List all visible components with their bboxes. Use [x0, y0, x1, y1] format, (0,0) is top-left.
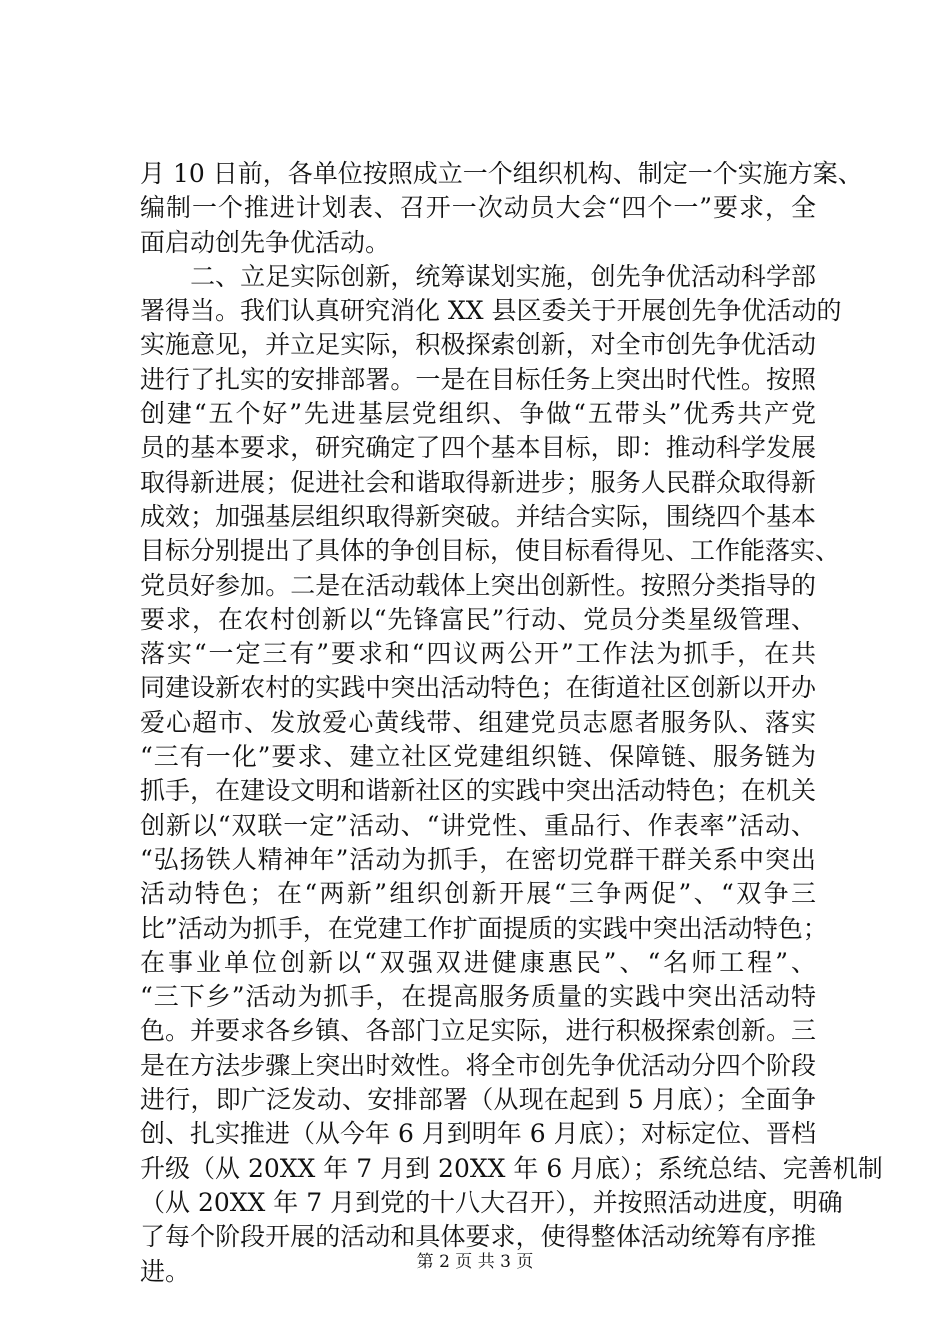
text-line: 爱心超市、发放爱心黄线带、组建党员志愿者服务队、落实	[140, 707, 816, 737]
text-line: 实施意见，并立足实际，积极探索创新，对全市创先争优活动	[140, 330, 816, 360]
text-line: 成效；加强基层组织取得新突破。并结合实际，围绕四个基本	[140, 501, 816, 531]
text-line: 在事业单位创新以“双强双进健康惠民”、“名师工程”、	[140, 947, 816, 977]
text-line: 月 10 日前，各单位按照成立一个组织机构、制定一个实施方案、	[140, 159, 863, 188]
text-line: 员的基本要求，研究确定了四个基本目标，即：推动科学发展	[140, 433, 816, 463]
text-line: 创、扎实推进（从今年 6 月到明年 6 月底）；对标定位、晋档	[140, 1119, 817, 1149]
text-line: 进行，即广泛发动、安排部署（从现在起到 5 月底）；全面争	[140, 1085, 816, 1115]
text-line: 同建设新农村的实践中突出活动特色；在街道社区创新以开办	[140, 673, 816, 703]
text-line: 面启动创先争优活动。	[140, 227, 391, 257]
text-line: 比”活动为抓手，在党建工作扩面提质的实践中突出活动特色；	[140, 913, 828, 943]
text-line: （从 20XX 年 7 月到党的十八大召开），并按照活动进度，明确	[140, 1187, 843, 1217]
text-line: 了每个阶段开展的活动和具体要求，使得整体活动统筹有序推	[140, 1222, 816, 1252]
text-line: 党员好参加。二是在活动载体上突出创新性。按照分类指导的	[140, 570, 816, 600]
text-line: 署得当。我们认真研究消化 XX 县区委关于开展创先争优活动的	[140, 296, 842, 326]
text-line: 落实“一定三有”要求和“四议两公开”工作法为抓手，在共	[140, 639, 816, 669]
text-line: 色。并要求各乡镇、各部门立足实际，进行积极探索创新。三	[140, 1016, 816, 1046]
text-line: 创建“五个好”先进基层党组织、争做“五带头”优秀共产党	[140, 399, 816, 429]
text-line: 活动特色；在“两新”组织创新开展“三争两促”、“双争三	[140, 879, 816, 909]
text-line: 二、立足实际创新，统筹谋划实施，创先争优活动科学部	[140, 261, 816, 291]
text-line: 创新以“双联一定”活动、“讲党性、重品行、作表率”活动、	[140, 810, 816, 840]
text-line: 进。	[140, 1256, 191, 1286]
text-line: “三有一化”要求、建立社区党建组织链、保障链、服务链为	[140, 742, 816, 772]
text-line: 升级（从 20XX 年 7 月到 20XX 年 6 月底）；系统总结、完善机制	[140, 1153, 883, 1183]
text-line: 进行了扎实的安排部署。一是在目标任务上突出时代性。按照	[140, 364, 816, 394]
text-line: 是在方法步骤上突出时效性。将全市创先争优活动分四个阶段	[140, 1050, 816, 1080]
text-line: “三下乡”活动为抓手，在提高服务质量的实践中突出活动特	[140, 982, 816, 1012]
text-line: 抓手，在建设文明和谐新社区的实践中突出活动特色；在机关	[140, 776, 816, 806]
text-line: “弘扬铁人精神年”活动为抓手，在密切党群干群关系中突出	[140, 844, 816, 874]
text-line: 编制一个推进计划表、召开一次动员大会“四个一”要求，全	[140, 193, 816, 223]
text-line: 要求，在农村创新以“先锋富民”行动、党员分类星级管理、	[140, 604, 816, 634]
body-text	[140, 157, 883, 1289]
text-line: 目标分别提出了具体的争创目标，使目标看得见、工作能落实、	[140, 536, 841, 566]
text-line: 取得新进展；促进社会和谐取得新进步；服务人民群众取得新	[140, 467, 816, 497]
page-footer: 第 2 页 共 3 页	[416, 1252, 534, 1272]
